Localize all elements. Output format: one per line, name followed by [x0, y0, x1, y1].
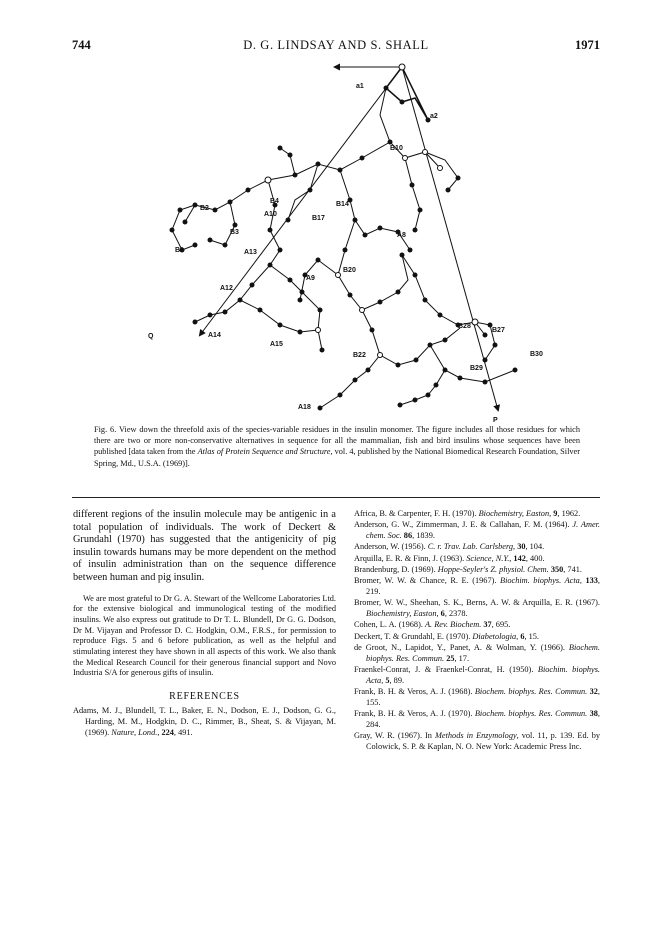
label-a2: a2 [430, 113, 438, 120]
reference-sep: , [436, 609, 441, 619]
reference-entry [354, 565, 600, 576]
reference-pages: , 15. [524, 631, 539, 641]
reference-entry [354, 598, 600, 620]
reference-entry [354, 620, 600, 631]
reference-entry [73, 706, 336, 738]
label-b10: B10 [390, 145, 403, 152]
reference-sep: , [579, 576, 586, 586]
reference-journal: Biochem. biophys. Res. Commun. [474, 709, 588, 719]
caption-lead: Fig. 6. View down the threefold axis of the species-variable residues in the insulin monomer. The figure includes all those residues for which there are two or more non-conservative alternatives in sequence for all the mammalian, fish and bird insulins whose sequences have been published [data taken from the [94, 425, 580, 457]
reference-authors: Adams, M. J., Blundell, T. L., Baker, E. N., Dodson, E. J., Dodson, G. G., Harding, M. M., Hodgkin, D. C., Rimmer, B., Sheat, S. & Vijayan, M. (1969). [73, 706, 336, 737]
reference-authors: Cohen, L. A. (1968). [354, 620, 425, 630]
reference-authors: Anderson, G. W., Zimmerman, J. E. & Callahan, F. M. (1964). [354, 520, 573, 530]
reference-volume: 38 [589, 709, 598, 719]
label-a10: A10 [264, 211, 277, 218]
reference-journal: Biochim. biophys. Acta [500, 576, 580, 586]
reference-volume: 224 [161, 727, 174, 737]
reference-entry [354, 520, 600, 542]
label-a9: A9 [306, 275, 315, 282]
reference-entry [354, 554, 600, 565]
body-paragraph: different regions of the insulin molecule may be antigenic in a total population of individuals. The work of Deckert & Grundahl (1970) has suggested that the antigenicity of pig insulin towards humans may be more dependent on the method of insulin administration than on the sequence difference between human and pig insulin. [73, 509, 336, 583]
reference-pages: , 104. [525, 542, 545, 552]
reference-pages: , 284. [366, 709, 600, 730]
reference-authors: Arquilla, E. R. & Finn, J. (1963). [354, 553, 467, 563]
reference-volume: 5 [385, 675, 390, 685]
reference-journal: Science, N.Y. [466, 553, 510, 563]
label-b14: B14 [336, 201, 349, 208]
label-b22: B22 [353, 352, 366, 359]
reference-entry [354, 687, 600, 709]
reference-pages: , 400. [525, 553, 545, 563]
reference-volume: 9 [553, 509, 558, 518]
label-a14: A14 [208, 332, 221, 339]
reference-volume: 6 [440, 609, 445, 619]
reference-entry [354, 576, 600, 598]
reference-pages: , 1962. [557, 509, 581, 518]
reference-pages: , 695. [491, 620, 511, 630]
reference-authors: Brandenburg, D. (1969). [354, 564, 438, 574]
reference-pages: , 741. [563, 564, 582, 574]
label-a12: A12 [220, 285, 233, 292]
label-b4: B4 [270, 198, 279, 205]
reference-authors: Frank, B. H. & Veros, A. J. (1970). [354, 709, 475, 719]
reference-entry [354, 643, 600, 665]
reference-sep: , [516, 631, 521, 641]
reference-journal: Biochem. biophys. Res. Commun. [474, 687, 588, 697]
caption-divider [72, 497, 600, 498]
reference-volume: 32 [589, 687, 598, 697]
reference-pages: , 17. [454, 653, 470, 663]
references-heading: REFERENCES [169, 691, 240, 703]
label-b2: B2 [200, 205, 209, 212]
reference-authors: Bromer, W. W., Sheehan, S. K., Berns, A. W. & Arquilla, E. R. (1967). [354, 598, 600, 608]
reference-journal: C. r. Trav. Lab. Carlsberg [427, 542, 514, 552]
header-year: 1971 [575, 38, 600, 52]
caption-tail: , vol. 4, published by the National Biomedical Research Foundation, Silver Spring, Md., U.S.A. (1969)]. [94, 447, 580, 468]
reference-entry [354, 665, 600, 687]
reference-pages: , 491. [173, 727, 193, 737]
label-b29: B29 [470, 365, 483, 372]
reference-pages: , 1839. [412, 531, 435, 541]
reference-journal: Methods in Enzymology [435, 731, 517, 741]
label-a1: a1 [356, 83, 364, 90]
reference-volume: 142 [513, 553, 526, 563]
reference-volume: 350 [550, 564, 564, 574]
reference-authors: de Groot, N., Lapidot, Y., Panet, A. & Wolman, Y. (1966). [354, 643, 569, 653]
reference-journal: Biochem. biophys. Res. Commun. [366, 643, 600, 663]
label-b3: B3 [230, 229, 239, 236]
label-b28: B28 [458, 323, 471, 330]
label-a18: A18 [298, 404, 311, 411]
reference-authors: Gray, W. R. (1967). In [354, 731, 435, 741]
page-number: 744 [72, 38, 91, 52]
reference-entry [354, 542, 600, 553]
reference-sep: , vol. 11, p. 139. Ed. by Colowick, S. P. & Kaplan, N. O. New York: Academic Press Inc. [366, 731, 600, 752]
left-column [73, 509, 336, 739]
reference-sep: , [381, 675, 386, 685]
reference-pages: , 89. [389, 675, 405, 685]
reference-volume: 30 [517, 542, 526, 552]
reference-journal: Biochemistry, Easton [478, 509, 550, 518]
reference-journal: Nature, Lond. [111, 727, 158, 737]
reference-volume: 37 [483, 620, 492, 630]
running-header [72, 38, 600, 54]
label-b27: B27 [492, 327, 505, 334]
label-b1: B1 [175, 247, 184, 254]
reference-pages: , 2378. [444, 609, 468, 619]
reference-entry [354, 509, 600, 520]
figure-caption [94, 424, 580, 469]
label-p: P [493, 417, 498, 424]
figure-6-stereo-diagram [140, 60, 543, 425]
reference-entry [354, 632, 600, 643]
reference-journal: Biochemistry, Easton [366, 609, 437, 619]
reference-volume: 6 [520, 631, 525, 641]
reference-sep: , [549, 509, 554, 518]
reference-sep: , [157, 727, 162, 737]
reference-journal: A. Rev. Biochem. [424, 620, 482, 630]
reference-authors: Africa, B. & Carpenter, F. H. (1970). [354, 509, 479, 518]
reference-authors: Deckert, T. & Grundahl, E. (1970). [354, 631, 473, 641]
reference-authors: Fraenkel-Conrat, J. & Fraenkel-Conrat, H. (1950). [354, 665, 538, 675]
label-b20: B20 [343, 267, 356, 274]
reference-volume: 86 [403, 531, 413, 541]
reference-entry [354, 709, 600, 731]
label-b17: B17 [312, 215, 325, 222]
reference-authors: Bromer, W. W. & Chance, R. E. (1967). [354, 576, 500, 586]
reference-sep: , [513, 542, 518, 552]
label-a13: A13 [244, 249, 257, 256]
reference-journal: Hoppe-Seyler's Z. physiol. Chem. [437, 564, 549, 574]
label-a8: A8 [397, 232, 406, 239]
references-list-left [73, 706, 336, 738]
label-b30: B30 [530, 351, 543, 358]
label-a15: A15 [270, 341, 283, 348]
reference-journal: Diabetologia [472, 631, 517, 641]
reference-authors: Anderson, W. (1956). [354, 542, 428, 552]
acknowledgements-paragraph: We are most grateful to Dr G. A. Stewart of the Wellcome Laboratories Ltd. for the extensive biological and immunological testing of the modified insulins. We also express out gratitude to Dr T. L. Blundell, Dr G. G. Dodson, Dr M. Vijayan and Professor D. C. Hodgkin, O.M., F.R.S., for permission to reproduce Figs. 5 and 6 before publication, as well as the helpful and stimulating interest they have shown in all aspects of this work. We also thank the Medical Research Council for their generous financial support and Novo Industria S/A for generous gifts of insulin. [73, 593, 336, 678]
references-list-right [354, 509, 600, 753]
label-q: Q [148, 333, 154, 340]
reference-authors: Frank, B. H. & Veros, A. J. (1968). [354, 687, 475, 697]
reference-volume: 133 [585, 576, 598, 586]
caption-italic-title: Atlas of Protein Sequence and Structure [197, 447, 331, 457]
reference-pages: , 155. [366, 687, 600, 708]
reference-journal: Biochim. biophys. Acta [366, 665, 600, 685]
right-column [354, 509, 600, 754]
reference-volume: 25 [446, 653, 455, 663]
reference-entry [354, 731, 600, 753]
reference-journal: J. Amer. chem. Soc. [366, 520, 601, 541]
reference-sep: , [509, 553, 514, 563]
running-title: D. G. LINDSAY AND S. SHALL [243, 38, 429, 52]
reference-pages: , 219. [366, 576, 600, 597]
